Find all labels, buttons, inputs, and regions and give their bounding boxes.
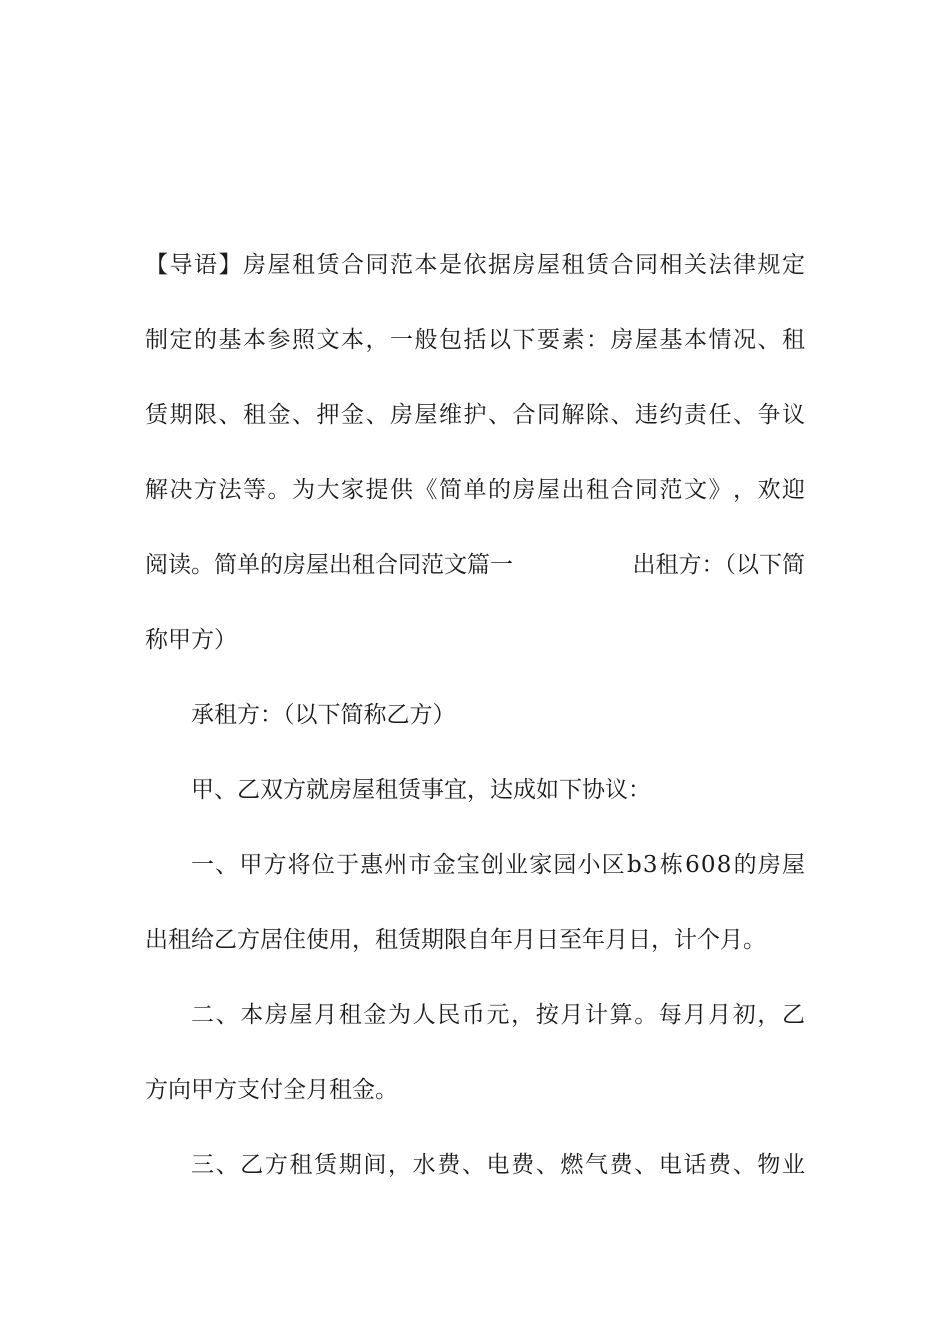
document-body	[145, 228, 805, 1203]
paragraph-line-3: 赁 期 限 、 租 金 、 押 金 、 房 屋 维 护 、 合 同 解 除 、 违 约 责 任 、 争 议	[145, 402, 805, 428]
clause-2-line-1: 二 、 本 房 屋 月 租 金 为 人 民 币 元 ， 按 月 计 算 。 每 月 月 初 ， 乙	[191, 1002, 805, 1028]
paragraph-line-5	[145, 528, 805, 603]
line-5-right-text: 出租方：（以下简	[632, 552, 805, 578]
paragraph-line-2: 制 定 的 基 本 参 照 文 本 ， 一 般 包 括 以 下 要 素 ： 房 屋 基 本 情 况 、 租	[145, 327, 805, 353]
clause-1-line-2: 出租给乙方居住使用，租赁期限自年月日至年月日，计个月。	[145, 927, 766, 953]
agreement-intro-line: 甲、乙双方就房屋租赁事宜，达成如下协议：	[191, 777, 651, 803]
clause-1-line-1: 一 、 甲 方 将 位 于 惠 州 市 金 宝 创 业 家 园 小 区 b 3 栋 6 0 8 的 房 屋	[191, 852, 805, 878]
line-5-left-text: 阅读。简单的房屋出租合同范文篇一	[145, 552, 513, 578]
clause-3-line-1: 三 、 乙 方 租 赁 期 间 ， 水 费 、 电 费 、 燃 气 费 、 电 话 费 、 物 业	[191, 1152, 805, 1178]
clause-2-line-2: 方向甲方支付全月租金。	[145, 1077, 398, 1103]
paragraph-line-4: 解 决 方 法 等 。 为 大 家 提 供 《 简 单 的 房 屋 出 租 合 同 范 文 》 ， 欢 迎	[145, 477, 805, 503]
lessee-line: 承租方：（以下简称乙方）	[191, 702, 456, 728]
paragraph-line-6: 称甲方）	[145, 627, 237, 653]
paragraph-line-1: 【 导 语 】 房 屋 租 赁 合 同 范 本 是 依 据 房 屋 租 赁 合 同 相 关 法 律 规 定	[145, 252, 805, 278]
